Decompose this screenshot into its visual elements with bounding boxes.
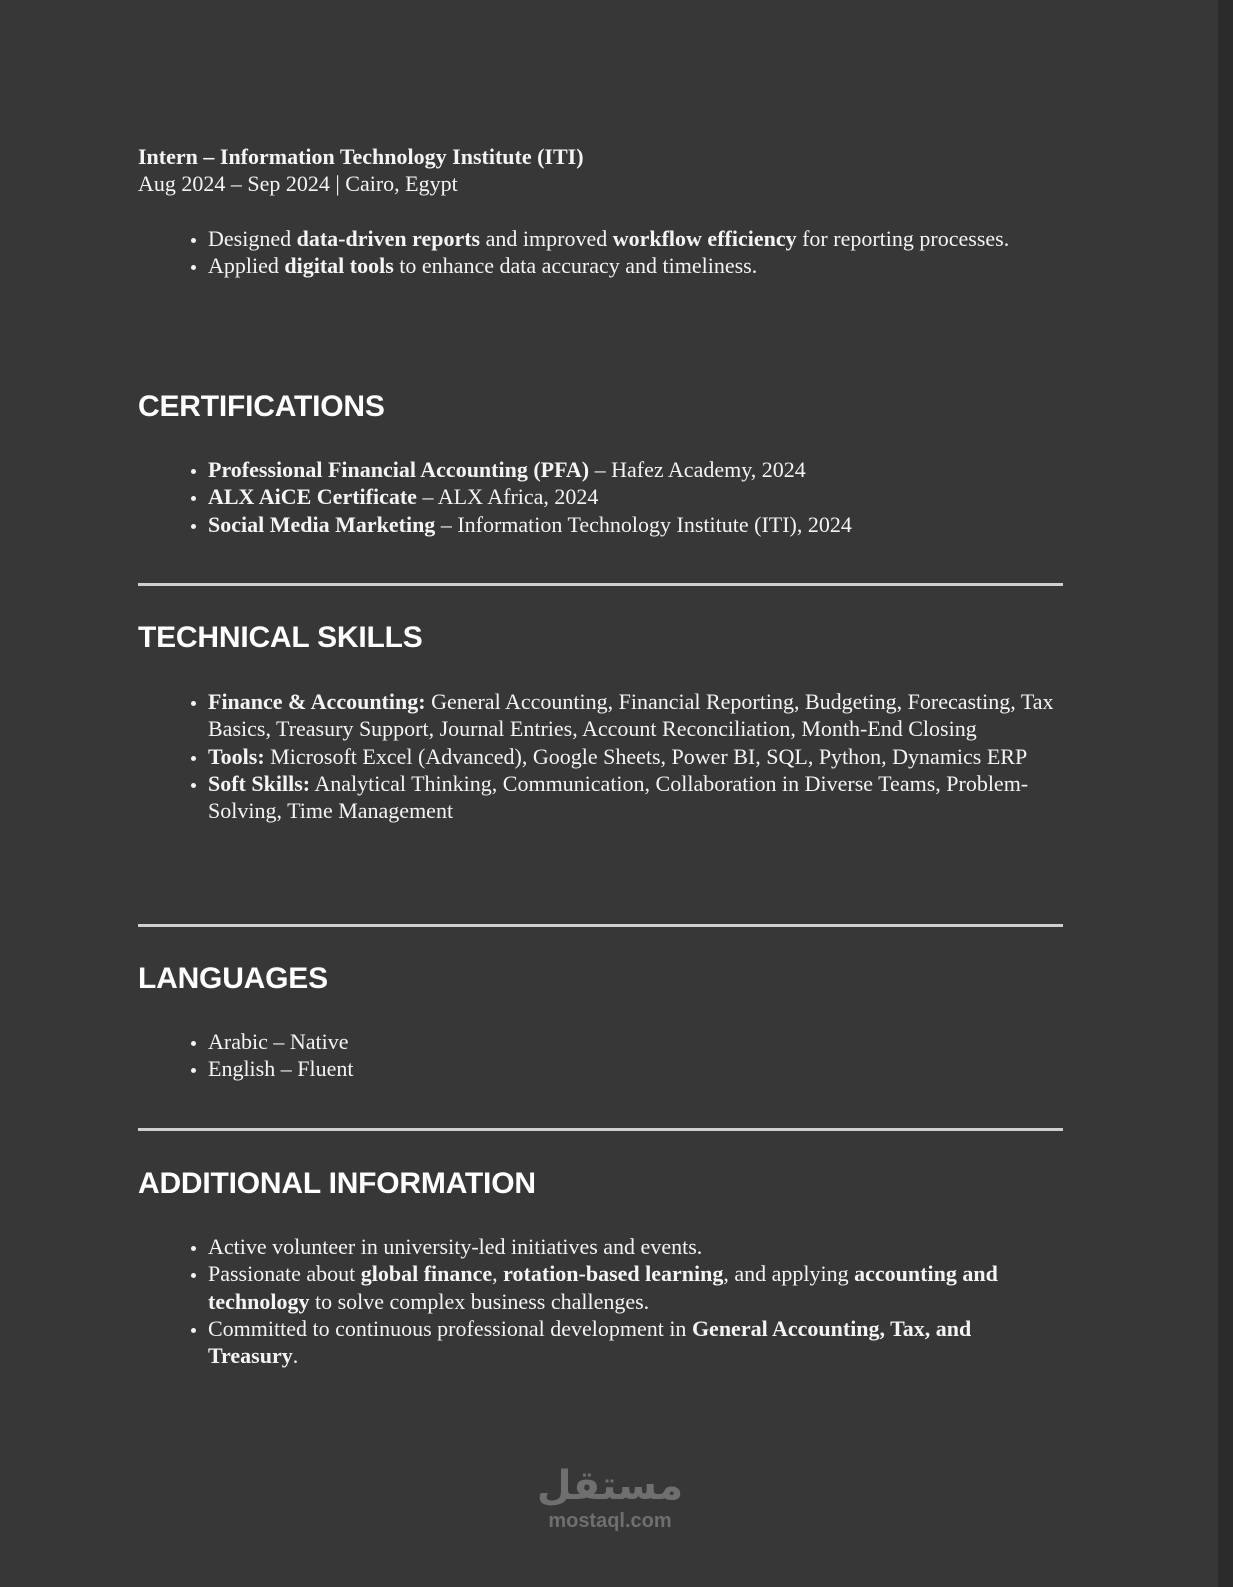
languages-list	[138, 1028, 1063, 1083]
watermark-url: mostaql.com	[548, 1510, 672, 1532]
list-item: • Professional Financial Accounting (PFA) – Hafez Academy, 2024	[208, 456, 1063, 483]
section-divider	[138, 583, 1063, 586]
certifications-list	[138, 456, 1063, 538]
list-item: • Social Media Marketing – Information Technology Institute (ITI), 2024	[208, 511, 1063, 538]
watermark-logo: مستقل	[536, 1463, 684, 1509]
list-item: • Passionate about global finance, rotation-based learning, and applying accounting and technology to solve complex business challenges.	[208, 1260, 1063, 1315]
job-dates-location: Aug 2024 – Sep 2024 | Cairo, Egypt	[138, 171, 458, 196]
section-divider	[138, 1128, 1063, 1131]
list-item: • Arabic – Native	[208, 1028, 1063, 1055]
job-title: Intern – Information Technology Institute (ITI)	[138, 144, 584, 169]
mostaql-watermark	[520, 1462, 700, 1542]
list-item: • Committed to continuous professional development in General Accounting, Tax, and Treasury.	[208, 1315, 1063, 1370]
list-item: • English – Fluent	[208, 1055, 1063, 1082]
section-divider	[138, 924, 1063, 927]
technical-skills-list	[138, 688, 1063, 824]
section-heading-technical-skills: TECHNICAL SKILLS	[138, 621, 423, 654]
list-item: • Designed data-driven reports and improved workflow efficiency for reporting processes.	[208, 225, 1063, 252]
section-heading-languages: LANGUAGES	[138, 962, 328, 995]
section-heading-certifications: CERTIFICATIONS	[138, 390, 385, 423]
list-item: • Applied digital tools to enhance data accuracy and timeliness.	[208, 252, 1063, 279]
additional-information-list	[138, 1233, 1063, 1369]
section-heading-additional-information: ADDITIONAL INFORMATION	[138, 1167, 536, 1200]
experience-bullets	[138, 225, 1063, 280]
viewer-edge	[1218, 0, 1233, 1587]
list-item: • ALX AiCE Certificate – ALX Africa, 2024	[208, 483, 1063, 510]
list-item: • Soft Skills: Analytical Thinking, Communication, Collaboration in Diverse Teams, Problem-Solving, Time Management	[208, 770, 1063, 825]
list-item: • Tools: Microsoft Excel (Advanced), Google Sheets, Power BI, SQL, Python, Dynamics ERP	[208, 743, 1063, 770]
list-item: • Active volunteer in university-led initiatives and events.	[208, 1233, 1063, 1260]
list-item: • Finance & Accounting: General Accounting, Financial Reporting, Budgeting, Forecasting, Tax Basics, Treasury Support, Journal Entries, Account Reconciliation, Month-End Closing	[208, 688, 1063, 743]
